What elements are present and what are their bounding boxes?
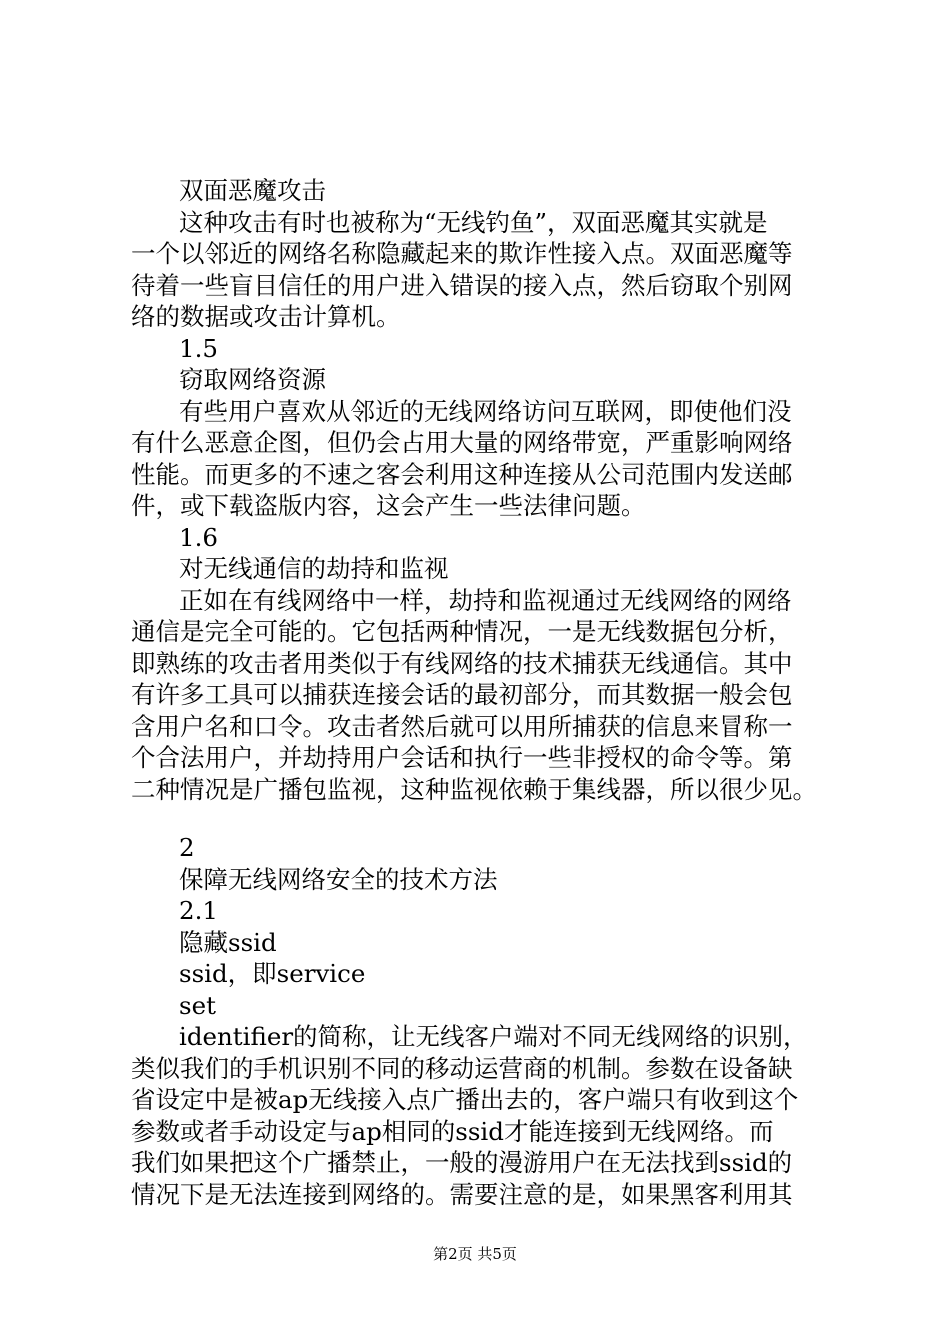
section-heading: 保障无线网络安全的技术方法: [179, 864, 498, 894]
paragraph-line: 这种攻击有时也被称为“无线钓鱼”，双面恶魔其实就是: [179, 207, 768, 237]
paragraph-line: 待着一些盲目信任的用户进入错误的接入点，然后窃取个别网: [131, 270, 793, 300]
paragraph-line: 性能。而更多的不速之客会利用这种连接从公司范围内发送邮: [131, 459, 793, 489]
paragraph-line: 参数或者手动设定与ap相同的ssid才能连接到无线网络。而: [131, 1116, 774, 1146]
paragraph: [131, 396, 836, 522]
section-heading: 隐藏ssid: [179, 927, 277, 957]
paragraph-line: 一个以邻近的网络名称隐藏起来的欺诈性接入点。双面恶魔等: [131, 239, 793, 268]
page-footer: 第2页 共5页: [433, 1245, 517, 1263]
paragraph: [131, 1021, 836, 1210]
section-heading: 2: [179, 833, 195, 862]
paragraph-line: 络的数据或攻击计算机。: [131, 302, 401, 331]
paragraph-line: 类似我们的手机识别不同的移动运营商的机制。参数在设备缺: [131, 1053, 793, 1083]
section-heading: 窃取网络资源: [179, 365, 326, 394]
paragraph-line: 省设定中是被ap无线接入点广播出去的，客户端只有收到这个: [131, 1085, 799, 1114]
paragraph-line: 正如在有线网络中一样，劫持和监视通过无线网络的网络: [179, 585, 792, 615]
section-heading: ssid，即service: [179, 959, 366, 988]
paragraph-line: 有许多工具可以捕获连接会话的最初部分，而其数据一般会包: [131, 680, 793, 709]
paragraph-gap: [131, 805, 836, 832]
paragraph-line: 有什么恶意企图，但仍会占用大量的网络带宽，严重影响网络: [131, 428, 793, 457]
paragraph-line: identifier的简称，让无线客户端对不同无线网络的识别，: [179, 1022, 808, 1051]
section-heading: 2.1: [179, 896, 218, 925]
paragraph-line: 有些用户喜欢从邻近的无线网络访问互联网，即使他们没: [179, 396, 792, 426]
section-heading: 双面恶魔攻击: [179, 176, 326, 205]
paragraph-line: 通信是完全可能的。它包括两种情况，一是无线数据包分析，: [131, 617, 793, 646]
section-heading: 对无线通信的劫持和监视: [179, 554, 449, 583]
paragraph-line: 个合法用户，并劫持用户会话和执行一些非授权的命令等。第: [131, 743, 793, 772]
paragraph-line: 二种情况是广播包监视，这种监视依赖于集线器，所以很少见。: [131, 774, 817, 804]
paragraph-line: 我们如果把这个广播禁止，一般的漫游用户在无法找到ssid的: [131, 1148, 793, 1177]
section-heading: 1.6: [179, 522, 218, 552]
paragraph-line: 情况下是无法连接到网络的。需要注意的是，如果黑客利用其: [131, 1179, 793, 1209]
section-heading: set: [179, 990, 216, 1020]
paragraph: [131, 207, 836, 333]
paragraph-line: 即熟练的攻击者用类似于有线网络的技术捕获无线通信。其中: [131, 648, 793, 678]
paragraph: [131, 585, 836, 806]
paragraph-line: 含用户名和口令。攻击者然后就可以用所捕获的信息来冒称一: [131, 711, 793, 741]
document-body: [131, 175, 836, 1210]
paragraph-line: 件，或下载盗版内容，这会产生一些法律问题。: [131, 491, 646, 520]
section-heading: 1.5: [179, 333, 218, 363]
